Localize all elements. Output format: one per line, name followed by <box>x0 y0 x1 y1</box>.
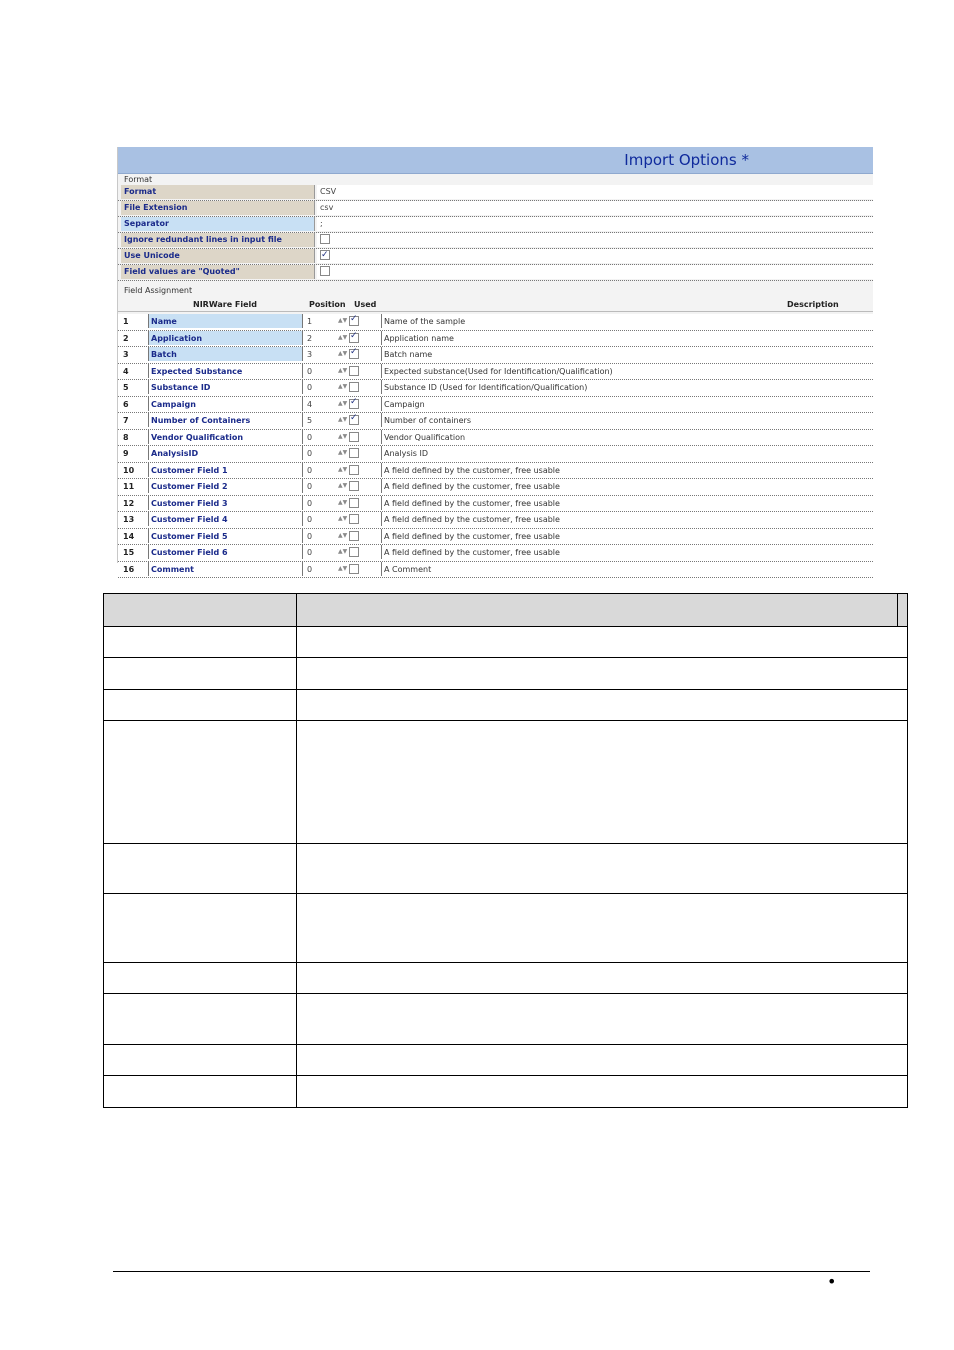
used-cell <box>349 498 359 508</box>
used-checkbox[interactable] <box>349 316 359 326</box>
format-row <box>118 249 873 265</box>
panel-title: Import Options * <box>624 151 749 169</box>
field-row <box>118 496 873 513</box>
field-name: Substance ID <box>148 380 303 394</box>
field-row <box>118 364 873 381</box>
position-input[interactable]: 0 <box>307 366 313 376</box>
position-input[interactable]: 2 <box>307 333 313 343</box>
field-row-number: 1 <box>123 317 129 326</box>
field-row-number: 11 <box>123 482 135 491</box>
field-name: Name <box>148 314 303 328</box>
used-cell <box>349 349 359 359</box>
spinner-icon[interactable]: ▲▼ <box>338 366 348 374</box>
panel-header <box>118 147 873 174</box>
spinner-icon[interactable]: ▲▼ <box>338 564 348 572</box>
spinner-icon[interactable]: ▲▼ <box>338 515 348 522</box>
table-cell <box>296 893 908 962</box>
used-checkbox[interactable] <box>349 547 359 557</box>
used-checkbox[interactable] <box>349 481 359 491</box>
used-cell <box>349 399 359 409</box>
table-cell <box>103 1075 296 1108</box>
used-cell <box>349 366 359 376</box>
table-cell <box>103 657 296 689</box>
format-row-value <box>317 265 873 279</box>
field-row-number: 10 <box>123 465 135 475</box>
spinner-icon[interactable]: ▲▼ <box>338 498 348 506</box>
field-name: AnalysisID <box>148 446 303 460</box>
table-cell <box>296 843 908 893</box>
field-assignment-label: Field Assignment <box>124 286 193 295</box>
field-row-number: 7 <box>123 416 129 425</box>
field-description: Campaign <box>381 397 873 411</box>
field-description: Analysis ID <box>381 446 873 460</box>
table-bottom-border <box>103 1107 908 1108</box>
table-cell <box>103 962 296 993</box>
field-name: Customer Field 5 <box>148 529 303 543</box>
spinner-icon[interactable]: ▲▼ <box>338 548 348 555</box>
footer-bullet: • <box>827 1272 837 1291</box>
spinner-icon[interactable]: ▲▼ <box>338 333 348 341</box>
field-name: Customer Field 1 <box>148 463 303 477</box>
field-name: Number of Containers <box>148 413 303 427</box>
field-name: Customer Field 3 <box>148 496 303 510</box>
format-row-label: Use Unicode <box>121 249 315 263</box>
used-cell <box>349 465 359 475</box>
table-cell <box>296 1075 908 1108</box>
field-name: Expected Substance <box>148 364 303 378</box>
field-description: A field defined by the customer, free usable <box>381 463 873 477</box>
field-description: A field defined by the customer, free usable <box>381 545 873 559</box>
used-cell <box>349 481 359 491</box>
field-description: Expected substance(Used for Identification/Qualification) <box>381 364 873 378</box>
position-input[interactable]: 0 <box>307 498 313 508</box>
used-checkbox[interactable] <box>349 498 359 508</box>
field-description: Batch name <box>381 347 873 361</box>
field-name: Application <box>148 331 303 345</box>
field-row-number: 13 <box>123 515 135 524</box>
format-row-value <box>317 233 873 247</box>
table-cell <box>296 993 908 1044</box>
field-description: A field defined by the customer, free usable <box>381 479 873 493</box>
field-row <box>118 314 873 331</box>
format-row-label: Ignore redundant lines in input file <box>121 233 315 247</box>
format-row <box>118 201 873 217</box>
format-row-label: Field values are "Quoted" <box>121 265 315 279</box>
field-row-number: 12 <box>123 498 135 508</box>
col-description: Description <box>787 300 839 309</box>
field-row-number: 5 <box>123 383 129 392</box>
used-checkbox[interactable] <box>349 349 359 359</box>
field-row-number: 15 <box>123 548 135 557</box>
table-cell <box>103 843 296 893</box>
field-row-number: 16 <box>123 564 135 574</box>
checkbox[interactable] <box>320 250 330 260</box>
field-row <box>118 413 873 430</box>
position-input[interactable]: 3 <box>307 350 313 359</box>
field-row <box>118 529 873 546</box>
position-input[interactable]: 0 <box>307 449 313 458</box>
field-row <box>118 479 873 496</box>
field-name: Batch <box>148 347 303 361</box>
field-row-number: 9 <box>123 449 129 458</box>
used-checkbox[interactable] <box>349 465 359 475</box>
position-input[interactable]: 0 <box>307 515 313 524</box>
field-row-number: 14 <box>123 531 135 541</box>
checkbox[interactable] <box>320 234 330 244</box>
spinner-icon[interactable]: ▲▼ <box>338 482 348 489</box>
field-row <box>118 380 873 397</box>
field-row <box>118 512 873 529</box>
format-row <box>118 217 873 233</box>
field-description: A Comment <box>381 562 873 576</box>
format-row-label: Separator <box>121 217 315 231</box>
col-used: Used <box>354 300 377 309</box>
used-cell <box>349 333 359 343</box>
field-row-number: 8 <box>123 432 129 442</box>
position-input[interactable]: 0 <box>307 465 313 475</box>
field-name: Customer Field 4 <box>148 512 303 526</box>
used-cell <box>349 514 359 524</box>
table-cell <box>103 1044 296 1075</box>
used-checkbox[interactable] <box>349 366 359 376</box>
format-row-value[interactable]: csv <box>317 201 873 215</box>
table-cell <box>103 720 296 843</box>
footer-rule <box>113 1271 870 1272</box>
format-rows <box>118 185 873 281</box>
field-description: A field defined by the customer, free usable <box>381 529 873 543</box>
table-cell <box>296 689 908 720</box>
position-input[interactable]: 0 <box>307 482 313 491</box>
spinner-icon[interactable]: ▲▼ <box>338 416 348 423</box>
format-row <box>118 233 873 249</box>
field-row <box>118 347 873 364</box>
format-row-value[interactable]: ; <box>317 217 873 231</box>
used-cell <box>349 316 359 326</box>
checkbox[interactable] <box>320 266 330 276</box>
spinner-icon[interactable]: ▲▼ <box>338 350 348 357</box>
used-checkbox[interactable] <box>349 514 359 524</box>
col-nirware-field: NIRWare Field <box>193 300 258 309</box>
used-cell <box>349 382 359 392</box>
spinner-icon[interactable]: ▲▼ <box>338 383 348 390</box>
field-description: A field defined by the customer, free usable <box>381 512 873 526</box>
position-input[interactable]: 0 <box>307 432 313 442</box>
field-row <box>118 430 873 447</box>
used-checkbox[interactable] <box>349 415 359 425</box>
used-checkbox[interactable] <box>349 564 359 574</box>
position-input[interactable]: 5 <box>307 416 313 425</box>
field-rows <box>118 314 873 578</box>
spinner-icon[interactable]: ▲▼ <box>338 432 348 440</box>
field-description: Name of the sample <box>381 314 873 328</box>
position-input[interactable]: 0 <box>307 548 313 557</box>
used-cell <box>349 415 359 425</box>
used-cell <box>349 547 359 557</box>
table-cell <box>296 1044 908 1075</box>
field-description: A field defined by the customer, free usable <box>381 496 873 510</box>
import-options-panel <box>117 147 873 574</box>
table-cell <box>103 689 296 720</box>
format-row-label: File Extension <box>121 201 315 215</box>
used-cell <box>349 564 359 574</box>
used-checkbox[interactable] <box>349 382 359 392</box>
format-row <box>118 185 873 201</box>
spinner-icon[interactable]: ▲▼ <box>338 317 348 324</box>
position-input[interactable]: 0 <box>307 383 313 392</box>
field-description: Number of containers <box>381 413 873 427</box>
field-row <box>118 331 873 348</box>
format-row <box>118 265 873 281</box>
format-row-label: Format <box>121 185 315 199</box>
table-cell <box>296 720 908 843</box>
spinner-icon[interactable]: ▲▼ <box>338 399 348 407</box>
field-row-number: 4 <box>123 366 129 376</box>
used-cell <box>349 448 359 458</box>
spinner-icon[interactable]: ▲▼ <box>338 465 348 473</box>
used-checkbox[interactable] <box>349 333 359 343</box>
spinner-icon[interactable]: ▲▼ <box>338 531 348 539</box>
field-row <box>118 545 873 562</box>
position-input[interactable]: 1 <box>307 317 313 326</box>
table-cell <box>103 626 296 657</box>
header-divider <box>897 593 898 626</box>
used-cell <box>349 531 359 541</box>
field-description: Substance ID (Used for Identification/Qualification) <box>381 380 873 394</box>
field-name: Campaign <box>148 397 303 411</box>
table-header-cell <box>296 593 908 626</box>
col-position: Position <box>309 300 346 309</box>
format-section-label: Format <box>124 175 153 184</box>
used-checkbox[interactable] <box>349 531 359 541</box>
used-cell <box>349 432 359 442</box>
field-description: Vendor Qualification <box>381 430 873 444</box>
table-header-cell <box>103 593 296 626</box>
field-grid-header <box>118 298 873 312</box>
field-row-number: 6 <box>123 399 129 409</box>
field-row <box>118 397 873 414</box>
document-table <box>103 593 908 1108</box>
used-checkbox[interactable] <box>349 399 359 409</box>
table-cell <box>103 993 296 1044</box>
used-checkbox[interactable] <box>349 448 359 458</box>
field-name: Vendor Qualification <box>148 430 303 444</box>
table-cell <box>296 657 908 689</box>
format-row-value <box>317 249 873 263</box>
field-row <box>118 463 873 480</box>
field-name: Comment <box>148 562 303 576</box>
position-input[interactable]: 0 <box>307 531 313 541</box>
format-row-value[interactable]: CSV <box>317 185 873 199</box>
table-cell <box>296 962 908 993</box>
field-description: Application name <box>381 331 873 345</box>
field-name: Customer Field 6 <box>148 545 303 559</box>
field-row-number: 2 <box>123 333 129 343</box>
table-cell <box>296 626 908 657</box>
spinner-icon[interactable]: ▲▼ <box>338 449 348 456</box>
position-input[interactable]: 4 <box>307 399 313 409</box>
field-row <box>118 446 873 463</box>
position-input[interactable]: 0 <box>307 564 313 574</box>
table-cell <box>103 893 296 962</box>
field-name: Customer Field 2 <box>148 479 303 493</box>
used-checkbox[interactable] <box>349 432 359 442</box>
field-row-number: 3 <box>123 350 129 359</box>
field-row <box>118 562 873 579</box>
